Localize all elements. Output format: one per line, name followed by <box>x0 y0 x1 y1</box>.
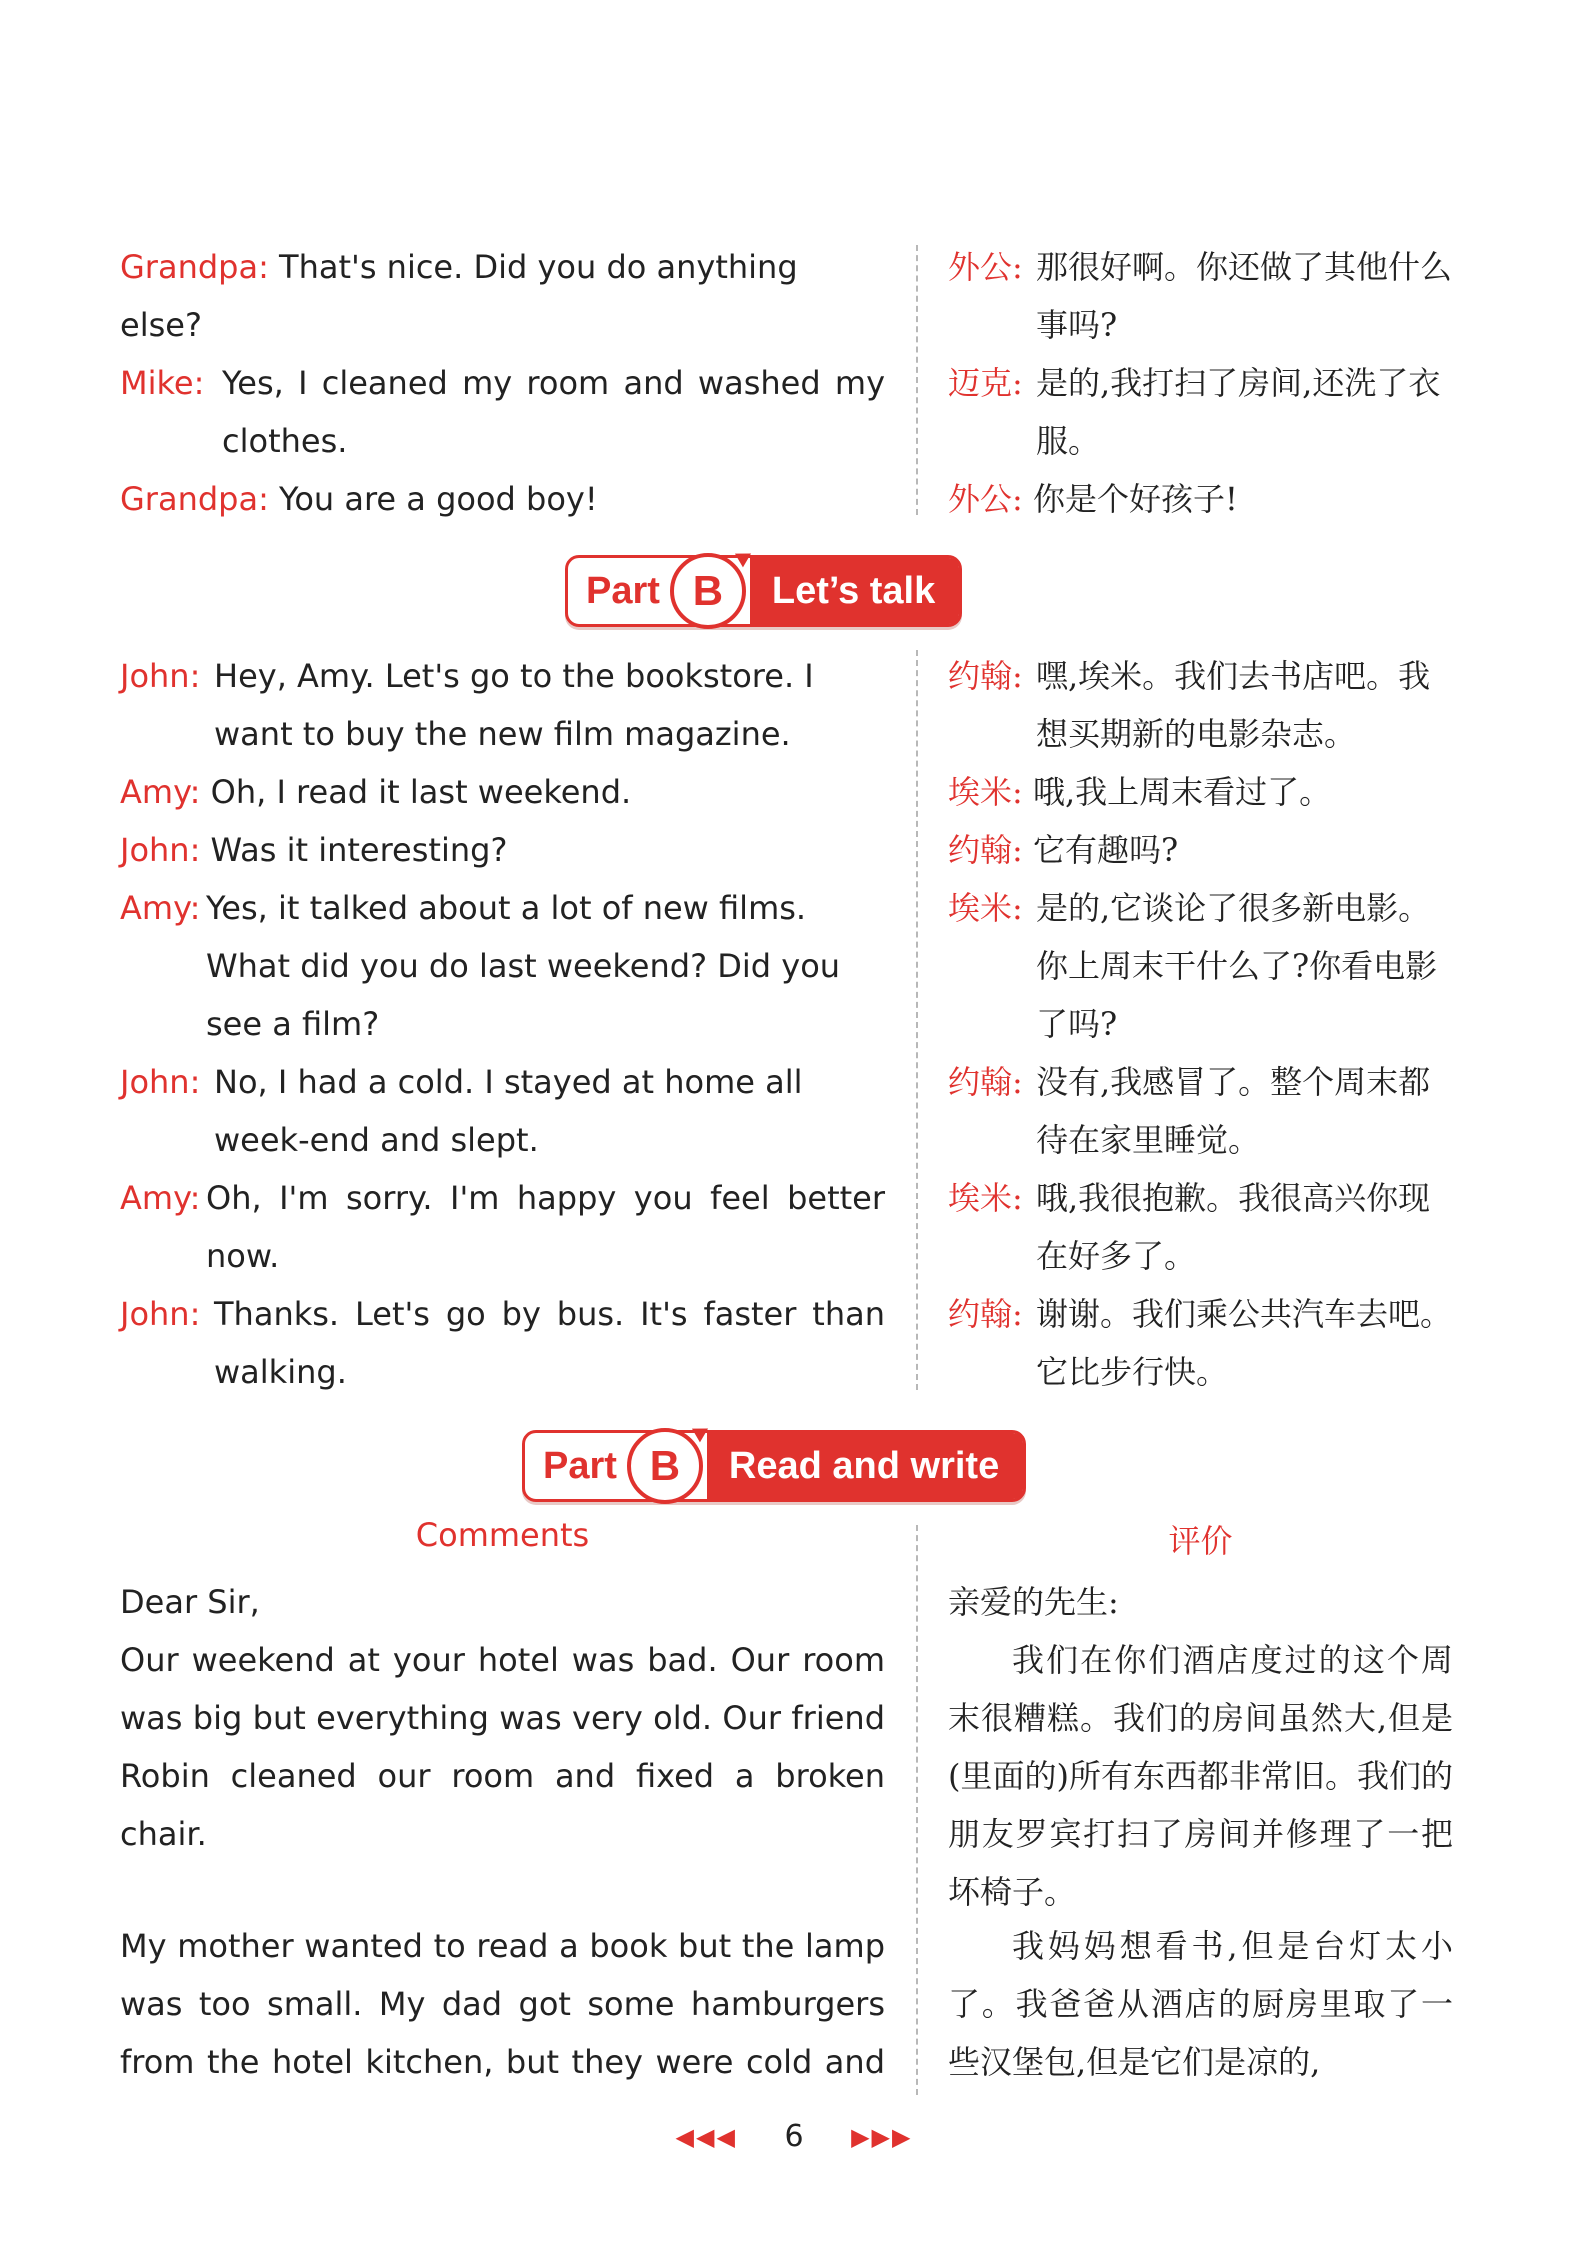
speaker-label: 迈克: <box>948 364 1023 402</box>
speaker-label: Amy: <box>120 1179 201 1217</box>
letter-paragraph-zh: 我妈妈想看书,但是台灯太小了。我爸爸从酒店的厨房里取了一些汉堡包,但是它们是凉的, <box>948 1927 1453 2081</box>
dialog-line-zh <box>948 354 1453 470</box>
column-divider <box>916 1525 918 2095</box>
letter-greeting-en: Dear Sir, <box>120 1583 260 1621</box>
speaker-label: 约翰: <box>948 831 1023 869</box>
dialog-text: That's nice. Did you do anything else? <box>120 248 798 344</box>
dialog-line-zh <box>948 1285 1453 1401</box>
dialog-line-zh <box>948 879 1453 1053</box>
speaker-label: John: <box>120 1295 201 1333</box>
speaker-label: 约翰: <box>948 1063 1023 1101</box>
speaker-label: 约翰: <box>948 1295 1023 1333</box>
dialog-line-en <box>120 821 885 879</box>
dialog-text: 是的,它谈论了很多新电影。你上周末干什么了?你看电影了吗? <box>1036 889 1438 1043</box>
speaker-label: 埃米: <box>948 889 1023 927</box>
prev-page-arrows-icon[interactable]: ◀◀◀ <box>675 2122 737 2151</box>
dialog-text: No, I had a cold. I stayed at home all week-end and slept. <box>214 1063 803 1159</box>
banner-letter-badge: B <box>627 1428 703 1504</box>
letter-paragraph-en: Our weekend at your hotel was bad. Our room was big but everything was very old. Our friend Robin cleaned our room and fixed a broken chair. <box>120 1641 885 1853</box>
dialog-line-en <box>120 1169 885 1285</box>
dialog-line-en <box>120 238 885 354</box>
speaker-label: 外公: <box>948 480 1023 518</box>
letter-paragraph-zh: 我们在你们酒店度过的这个周末很糟糕。我们的房间虽然大,但是(里面的)所有东西都非常旧。我们的朋友罗宾打扫了房间并修理了一把坏椅子。 <box>948 1641 1453 1911</box>
speaker-label: 约翰: <box>948 657 1023 695</box>
speaker-label: John: <box>120 657 201 695</box>
column-divider <box>916 245 918 515</box>
dialog-line-en <box>120 1053 885 1169</box>
dialog-line-zh <box>948 1169 1453 1285</box>
dialog-text: 你是个好孩子! <box>1032 480 1238 518</box>
banner-part-label: Part <box>543 1444 617 1487</box>
speaker-label: Amy: <box>120 889 201 927</box>
dialog-line-zh <box>948 763 1453 821</box>
dialog-text: 哦,我很抱歉。我很高兴你现在好多了。 <box>1036 1179 1431 1275</box>
section-banner-lets-talk <box>565 555 962 627</box>
speaker-label: Grandpa: <box>120 248 269 286</box>
dialog-text: Oh, I'm sorry. I'm happy you feel better now. <box>206 1179 885 1275</box>
dialog-text: Was it interesting? <box>210 831 508 869</box>
dialog-line-zh <box>948 821 1453 879</box>
speaker-label: 埃米: <box>948 1179 1023 1217</box>
dialog-line-en <box>120 763 885 821</box>
dialog-line-en <box>120 1285 885 1401</box>
dialog-text: 那很好啊。你还做了其他什么事吗? <box>1036 248 1453 344</box>
page-footer <box>0 2118 1588 2154</box>
dialog-line-zh <box>948 1053 1453 1169</box>
dialog-text: 它有趣吗? <box>1032 831 1179 869</box>
speaker-label: John: <box>120 1063 201 1101</box>
letter-paragraph-en: My mother wanted to read a book but the lamp was too small. My dad got some hamburgers from the hotel kitchen, but they were cold and <box>120 1927 885 2081</box>
dialog-text: You are a good boy! <box>279 480 598 518</box>
dialog-line-zh <box>948 647 1453 763</box>
reading-heading-en: Comments <box>415 1516 590 1554</box>
dialog-text: Yes, I cleaned my room and washed my clothes. <box>222 364 885 460</box>
reading-heading-zh: 评价 <box>1168 1522 1233 1560</box>
banner-part-label: Part <box>586 569 660 612</box>
banner-title: Read and write <box>707 1433 1023 1499</box>
dialog-line-en <box>120 470 885 528</box>
dialog-text: 嘿,埃米。我们去书店吧。我想买期新的电影杂志。 <box>1036 657 1431 753</box>
banner-title: Let’s talk <box>750 558 959 624</box>
speaker-label: 外公: <box>948 248 1023 286</box>
letter-greeting-zh: 亲爱的先生: <box>948 1583 1119 1621</box>
dialog-text: Hey, Amy. Let's go to the bookstore. I want to buy the new film magazine. <box>214 657 814 753</box>
column-divider <box>916 650 918 1390</box>
section-banner-read-and-write <box>522 1430 1026 1502</box>
speaker-label: 埃米: <box>948 773 1023 811</box>
banner-letter-badge: B <box>670 553 746 629</box>
dialog-line-en <box>120 647 885 763</box>
dialog-text: 是的,我打扫了房间,还洗了衣服。 <box>1036 364 1441 460</box>
next-page-arrows-icon[interactable]: ▶▶▶ <box>851 2122 913 2151</box>
page-number: 6 <box>784 2119 804 2154</box>
dialog-text: 谢谢。我们乘公共汽车去吧。它比步行快。 <box>1036 1295 1453 1391</box>
speaker-label: John: <box>120 831 201 869</box>
dialog-text: Oh, I read it last weekend. <box>210 773 632 811</box>
dialog-text: Thanks. Let's go by bus. It's faster than walking. <box>214 1295 885 1391</box>
dialog-line-en <box>120 879 885 1053</box>
dialog-text: Yes, it talked about a lot of new films. What did you do last weekend? Did you see a film? <box>206 889 841 1043</box>
dialog-text: 没有,我感冒了。整个周末都待在家里睡觉。 <box>1036 1063 1431 1159</box>
speaker-label: Grandpa: <box>120 480 269 518</box>
dialog-line-en <box>120 354 885 470</box>
dialog-line-zh <box>948 470 1453 528</box>
dialog-line-zh <box>948 238 1453 354</box>
dialog-text: 哦,我上周末看过了。 <box>1032 773 1332 811</box>
speaker-label: Mike: <box>120 364 205 402</box>
speaker-label: Amy: <box>120 773 201 811</box>
